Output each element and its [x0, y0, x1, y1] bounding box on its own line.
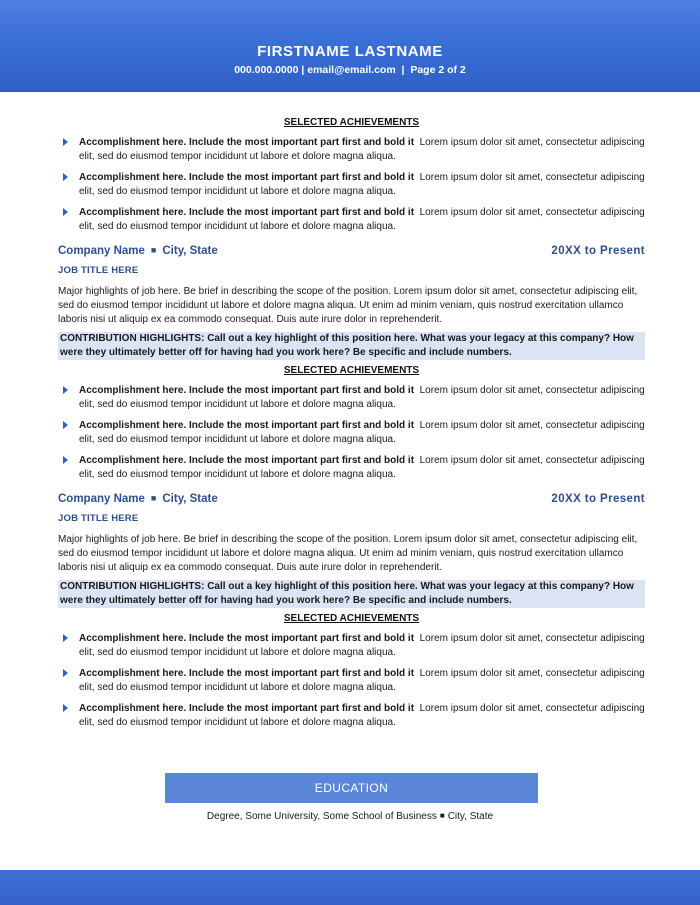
bullet-arrow-icon — [63, 386, 68, 394]
company-name: Company Name — [58, 245, 145, 257]
contribution-highlights: CONTRIBUTION HIGHLIGHTS: Call out a key highlight of this position here. What was your legacy at this company? How were they ultimately better off for having had you work here? Be specific and include numbers. — [58, 580, 645, 608]
footer-banner — [0, 870, 700, 905]
achievement-bold: Accomplishment here. Include the most important part first and bold it — [79, 420, 415, 431]
achievement-item — [58, 702, 645, 729]
company-row — [58, 243, 645, 259]
achievement-text: Lorem ipsum dolor sit amet, consectetur adipiscing elit, sed do eiusmod tempor incididunt ut labore et dolore magna aliqua. — [79, 420, 645, 445]
job-title: JOB TITLE HERE — [58, 265, 139, 276]
selected-achievements-heading: SELECTED ACHIEVEMENTS — [283, 365, 420, 376]
achievement-item — [58, 667, 645, 694]
achievement-bold: Accomplishment here. Include the most important part first and bold it — [79, 385, 415, 396]
company-row — [58, 491, 645, 507]
achievement-bold: Accomplishment here. Include the most important part first and bold it — [79, 703, 415, 714]
achievement-item — [58, 454, 645, 481]
achievement-bold: Accomplishment here. Include the most important part first and bold it — [79, 137, 415, 148]
achievement-item — [58, 384, 645, 411]
bullet-arrow-icon — [63, 208, 68, 216]
company-name: Company Name — [58, 493, 145, 505]
job-description: Major highlights of job here. Be brief in describing the scope of the position. Lorem ipsum dolor sit amet, consectetur adipiscing elit, sed do eiusmod tempor incididunt ut labore et dolore magna aliqua. Ut enim ad minim veniam, quis nostrud exercitation ullamco laboris nisi ut aliquip ex ea commodo consequat. Duis aute irure dolor in reprehenderit. — [58, 534, 638, 573]
page-number: Page 2 of 2 — [410, 64, 466, 76]
contact-line — [0, 63, 700, 77]
achievement-item — [58, 419, 645, 446]
date-range: 20XX to Present — [551, 245, 645, 257]
achievement-text: Lorem ipsum dolor sit amet, consectetur adipiscing elit, sed do eiusmod tempor incididunt ut labore et dolore magna aliqua. — [79, 703, 645, 728]
bullet-arrow-icon — [63, 138, 68, 146]
achievement-text: Lorem ipsum dolor sit amet, consectetur adipiscing elit, sed do eiusmod tempor incididunt ut labore et dolore magna aliqua. — [79, 455, 645, 480]
separator: | — [401, 64, 405, 76]
resume-body — [58, 112, 645, 737]
achievement-bold: Accomplishment here. Include the most important part first and bold it — [79, 172, 415, 183]
achievement-text: Lorem ipsum dolor sit amet, consectetur adipiscing elit, sed do eiusmod tempor incididunt ut labore et dolore magna aliqua. — [79, 668, 645, 693]
achievement-bold: Accomplishment here. Include the most important part first and bold it — [79, 455, 415, 466]
bullet-arrow-icon — [63, 704, 68, 712]
bullet-arrow-icon — [63, 421, 68, 429]
square-bullet-icon: ■ — [150, 245, 157, 255]
square-bullet-icon: ■ — [439, 811, 445, 820]
bullet-arrow-icon — [63, 634, 68, 642]
phone-number: 000.000.0000 — [234, 64, 299, 76]
achievement-item — [58, 632, 645, 659]
date-range: 20XX to Present — [551, 493, 645, 505]
achievement-bold: Accomplishment here. Include the most important part first and bold it — [79, 668, 415, 679]
header-banner — [0, 0, 700, 92]
selected-achievements-heading: SELECTED ACHIEVEMENTS — [283, 613, 420, 624]
achievement-bold: Accomplishment here. Include the most important part first and bold it — [79, 207, 415, 218]
job-title: JOB TITLE HERE — [58, 513, 139, 524]
candidate-name: FIRSTNAME LASTNAME — [257, 43, 443, 60]
company-location: City, State — [162, 493, 218, 505]
email-address: email@email.com — [307, 64, 396, 76]
education-heading: EDUCATION — [165, 773, 538, 803]
bullet-arrow-icon — [63, 173, 68, 181]
bullet-arrow-icon — [63, 669, 68, 677]
degree-text: Degree, Some University, Some School of Business — [206, 811, 437, 822]
achievement-item — [58, 171, 645, 198]
achievement-item — [58, 206, 645, 233]
job-description: Major highlights of job here. Be brief in describing the scope of the position. Lorem ipsum dolor sit amet, consectetur adipiscing elit, sed do eiusmod tempor incididunt ut labore et dolore magna aliqua. Ut enim ad minim veniam, quis nostrud exercitation ullamco laboris nisi ut aliquip ex ea commodo consequat. Duis aute irure dolor in reprehenderit. — [58, 286, 638, 325]
achievement-text: Lorem ipsum dolor sit amet, consectetur adipiscing elit, sed do eiusmod tempor incididunt ut labore et dolore magna aliqua. — [79, 633, 645, 658]
achievement-text: Lorem ipsum dolor sit amet, consectetur adipiscing elit, sed do eiusmod tempor incididunt ut labore et dolore magna aliqua. — [79, 137, 645, 162]
achievement-text: Lorem ipsum dolor sit amet, consectetur adipiscing elit, sed do eiusmod tempor incididunt ut labore et dolore magna aliqua. — [79, 172, 645, 197]
achievement-text: Lorem ipsum dolor sit amet, consectetur adipiscing elit, sed do eiusmod tempor incididunt ut labore et dolore magna aliqua. — [79, 207, 645, 232]
company-location: City, State — [162, 245, 218, 257]
achievement-text: Lorem ipsum dolor sit amet, consectetur adipiscing elit, sed do eiusmod tempor incididunt ut labore et dolore magna aliqua. — [79, 385, 645, 410]
selected-achievements-heading: SELECTED ACHIEVEMENTS — [283, 117, 420, 128]
education-location: City, State — [447, 811, 494, 822]
separator: | — [301, 64, 305, 76]
education-entry — [0, 810, 700, 824]
contribution-highlights: CONTRIBUTION HIGHLIGHTS: Call out a key highlight of this position here. What was your legacy at this company? How were they ultimately better off for having had you work here? Be specific and include numbers. — [58, 332, 645, 360]
achievement-item — [58, 136, 645, 163]
square-bullet-icon: ■ — [150, 493, 157, 503]
achievement-bold: Accomplishment here. Include the most important part first and bold it — [79, 633, 415, 644]
bullet-arrow-icon — [63, 456, 68, 464]
